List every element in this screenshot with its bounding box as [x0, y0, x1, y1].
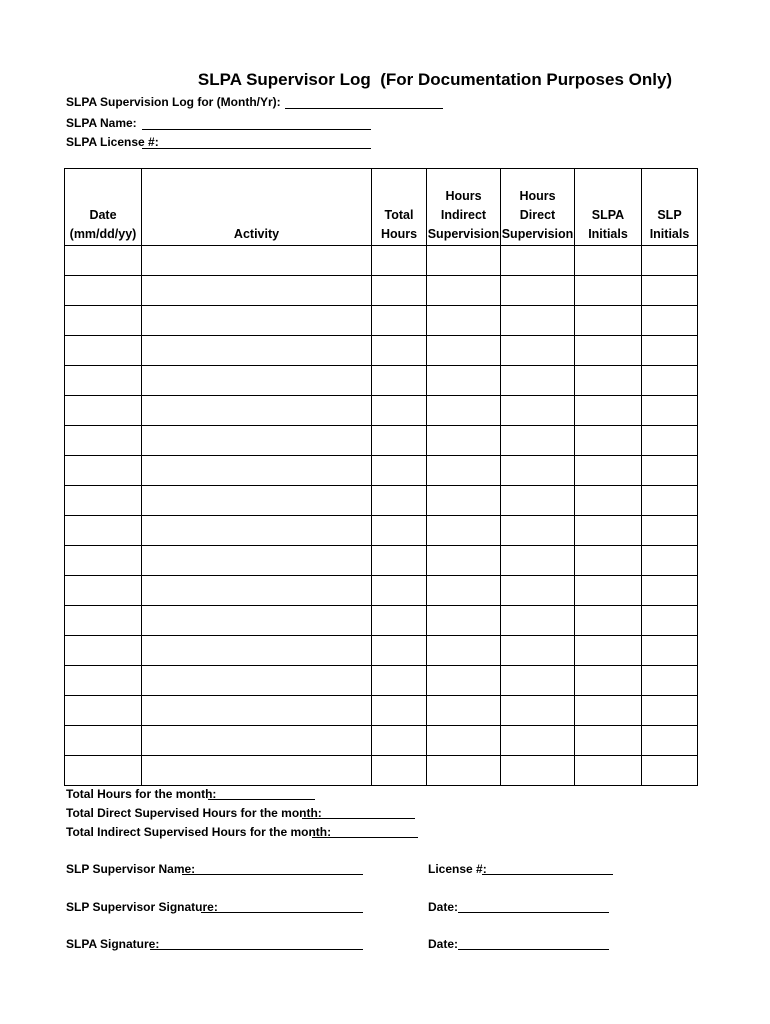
- table-cell[interactable]: [642, 336, 698, 366]
- table-cell[interactable]: [427, 456, 501, 486]
- table-row: [65, 276, 698, 306]
- column-header-line: Hours: [380, 227, 418, 241]
- table-row: [65, 486, 698, 516]
- column-header: [501, 169, 575, 246]
- table-cell[interactable]: [427, 576, 501, 606]
- slpa-signature-field[interactable]: [150, 949, 363, 950]
- table-cell[interactable]: [65, 576, 142, 606]
- table-cell[interactable]: [427, 516, 501, 546]
- indirect-hours-label: Total Indirect Supervised Hours for the month:: [66, 825, 332, 839]
- table-cell[interactable]: [65, 306, 142, 336]
- table-cell[interactable]: [142, 426, 372, 456]
- table-cell[interactable]: [642, 576, 698, 606]
- table-cell[interactable]: [427, 606, 501, 636]
- table-cell[interactable]: [501, 396, 575, 426]
- table-cell[interactable]: [372, 636, 427, 666]
- table-cell[interactable]: [501, 516, 575, 546]
- table-cell[interactable]: [642, 516, 698, 546]
- table-cell[interactable]: [575, 546, 642, 576]
- table-cell[interactable]: [65, 666, 142, 696]
- table-cell[interactable]: [142, 636, 372, 666]
- table-cell[interactable]: [642, 456, 698, 486]
- table-cell[interactable]: [142, 486, 372, 516]
- slpa-name-field[interactable]: [142, 129, 371, 130]
- supervision-log-table: [64, 168, 698, 786]
- table-cell[interactable]: [642, 726, 698, 756]
- table-cell[interactable]: [427, 636, 501, 666]
- slpa-name-label: SLPA Name:: [66, 116, 137, 130]
- table-cell[interactable]: [642, 306, 698, 336]
- column-header: [575, 169, 642, 246]
- table-cell[interactable]: [142, 696, 372, 726]
- table-cell[interactable]: [142, 576, 372, 606]
- table-cell[interactable]: [142, 666, 372, 696]
- table-cell[interactable]: [65, 336, 142, 366]
- table-row: [65, 396, 698, 426]
- table-cell[interactable]: [142, 336, 372, 366]
- date-field-2[interactable]: [458, 949, 609, 950]
- table-cell[interactable]: [501, 456, 575, 486]
- column-header-line: Activity: [233, 227, 280, 241]
- table-header-row: [65, 169, 698, 246]
- table-cell[interactable]: [65, 366, 142, 396]
- table-cell[interactable]: [372, 456, 427, 486]
- table-cell[interactable]: [372, 486, 427, 516]
- table-cell[interactable]: [372, 306, 427, 336]
- table-cell[interactable]: [65, 246, 142, 276]
- table-cell[interactable]: [501, 756, 575, 786]
- table-cell[interactable]: [142, 276, 372, 306]
- table-cell[interactable]: [142, 246, 372, 276]
- table-cell[interactable]: [501, 426, 575, 456]
- column-header: [65, 169, 142, 246]
- license-label: License #:: [428, 862, 487, 876]
- supervisor-name-label: SLP Supervisor Name:: [66, 862, 196, 876]
- total-hours-label: Total Hours for the month:: [66, 787, 217, 801]
- direct-hours-label: Total Direct Supervised Hours for the month:: [66, 806, 322, 820]
- table-row: [65, 576, 698, 606]
- table-cell[interactable]: [642, 486, 698, 516]
- table-cell[interactable]: [575, 516, 642, 546]
- table-row: [65, 756, 698, 786]
- table-cell[interactable]: [65, 546, 142, 576]
- slpa-license-field[interactable]: [142, 148, 371, 149]
- table-cell[interactable]: [575, 426, 642, 456]
- table-cell[interactable]: [427, 696, 501, 726]
- table-cell[interactable]: [575, 726, 642, 756]
- column-header-line: SLP: [657, 208, 682, 222]
- table-cell[interactable]: [501, 366, 575, 396]
- column-header-line: Hours: [519, 189, 556, 203]
- column-header-line: Indirect: [440, 208, 487, 222]
- date-label-1: Date:: [428, 900, 459, 914]
- form-title: SLPA Supervisor Log (For Documentation Purposes Only): [197, 70, 673, 89]
- table-cell[interactable]: [372, 426, 427, 456]
- table-row: [65, 666, 698, 696]
- table-cell[interactable]: [642, 276, 698, 306]
- log-for-label: SLPA Supervision Log for (Month/Yr):: [66, 95, 281, 109]
- column-header-line: Initials: [588, 227, 628, 241]
- column-header-line: Date: [89, 208, 117, 222]
- table-cell[interactable]: [642, 636, 698, 666]
- slpa-license-label: SLPA License #:: [66, 135, 159, 149]
- column-header: [642, 169, 698, 246]
- table-cell[interactable]: [427, 756, 501, 786]
- table-cell[interactable]: [65, 486, 142, 516]
- table-cell[interactable]: [142, 306, 372, 336]
- table-cell[interactable]: [65, 426, 142, 456]
- table-cell[interactable]: [501, 336, 575, 366]
- table-cell[interactable]: [372, 606, 427, 636]
- table-cell[interactable]: [65, 276, 142, 306]
- table-row: [65, 426, 698, 456]
- table-cell[interactable]: [501, 546, 575, 576]
- date-label-2: Date:: [428, 937, 459, 951]
- column-header-line: Direct: [519, 208, 556, 222]
- table-cell[interactable]: [142, 756, 372, 786]
- column-header-line: Supervision: [501, 227, 574, 241]
- table-cell[interactable]: [575, 756, 642, 786]
- table-cell[interactable]: [575, 486, 642, 516]
- table-cell[interactable]: [372, 396, 427, 426]
- table-row: [65, 246, 698, 276]
- supervisor-signature-label: SLP Supervisor Signature:: [66, 900, 218, 914]
- table-cell[interactable]: [427, 306, 501, 336]
- table-cell[interactable]: [427, 246, 501, 276]
- table-cell[interactable]: [372, 576, 427, 606]
- table-cell[interactable]: [501, 246, 575, 276]
- table-cell[interactable]: [575, 306, 642, 336]
- table-cell[interactable]: [65, 726, 142, 756]
- table-cell[interactable]: [372, 756, 427, 786]
- table-cell[interactable]: [642, 546, 698, 576]
- table-cell[interactable]: [372, 696, 427, 726]
- table-cell[interactable]: [501, 726, 575, 756]
- table-row: [65, 516, 698, 546]
- table-cell[interactable]: [427, 396, 501, 426]
- table-cell[interactable]: [65, 756, 142, 786]
- table-cell[interactable]: [65, 636, 142, 666]
- column-header: [142, 169, 372, 246]
- table-cell[interactable]: [642, 246, 698, 276]
- table-cell[interactable]: [372, 726, 427, 756]
- column-header-line: Initials: [649, 227, 690, 241]
- table-cell[interactable]: [427, 666, 501, 696]
- table-cell[interactable]: [142, 516, 372, 546]
- column-header-line: Total: [384, 208, 414, 222]
- table-body: [65, 246, 698, 786]
- indirect-hours-field[interactable]: [312, 837, 418, 838]
- total-hours-field[interactable]: [208, 799, 315, 800]
- table-cell[interactable]: [501, 486, 575, 516]
- table-cell[interactable]: [142, 366, 372, 396]
- table-cell[interactable]: [427, 366, 501, 396]
- table-cell[interactable]: [427, 426, 501, 456]
- table-cell[interactable]: [575, 366, 642, 396]
- table-cell[interactable]: [501, 276, 575, 306]
- table-cell[interactable]: [501, 696, 575, 726]
- table-cell[interactable]: [372, 276, 427, 306]
- table-cell[interactable]: [65, 516, 142, 546]
- table-row: [65, 636, 698, 666]
- table-row: [65, 606, 698, 636]
- table-cell[interactable]: [642, 396, 698, 426]
- table-cell[interactable]: [142, 396, 372, 426]
- table-cell[interactable]: [372, 546, 427, 576]
- table-cell[interactable]: [372, 336, 427, 366]
- column-header-line: Supervision: [427, 227, 500, 241]
- table-cell[interactable]: [501, 636, 575, 666]
- table-cell[interactable]: [575, 576, 642, 606]
- column-header: [372, 169, 427, 246]
- table-row: [65, 546, 698, 576]
- table-cell[interactable]: [501, 306, 575, 336]
- supervisor-signature-field[interactable]: [201, 912, 363, 913]
- table-cell[interactable]: [372, 666, 427, 696]
- direct-hours-field[interactable]: [302, 818, 415, 819]
- table-cell[interactable]: [642, 426, 698, 456]
- column-header-line: SLPA: [591, 208, 625, 222]
- table-cell[interactable]: [575, 276, 642, 306]
- table-cell[interactable]: [427, 546, 501, 576]
- table-cell[interactable]: [142, 546, 372, 576]
- table-cell[interactable]: [642, 366, 698, 396]
- table-cell[interactable]: [427, 276, 501, 306]
- license-field[interactable]: [482, 874, 613, 875]
- column-header-line: (mm/dd/yy): [69, 227, 137, 241]
- table-cell[interactable]: [575, 636, 642, 666]
- table-cell[interactable]: [575, 396, 642, 426]
- supervisor-name-field[interactable]: [182, 874, 363, 875]
- table-cell[interactable]: [575, 696, 642, 726]
- table-row: [65, 366, 698, 396]
- table-cell[interactable]: [427, 486, 501, 516]
- table-cell[interactable]: [142, 456, 372, 486]
- table-cell[interactable]: [575, 246, 642, 276]
- table-cell[interactable]: [501, 666, 575, 696]
- table-cell[interactable]: [142, 606, 372, 636]
- table-cell[interactable]: [501, 576, 575, 606]
- table-cell[interactable]: [427, 336, 501, 366]
- table-cell[interactable]: [372, 516, 427, 546]
- table-cell[interactable]: [575, 456, 642, 486]
- table-cell[interactable]: [575, 336, 642, 366]
- table-row: [65, 336, 698, 366]
- table-row: [65, 726, 698, 756]
- table-cell[interactable]: [427, 726, 501, 756]
- table-cell[interactable]: [65, 396, 142, 426]
- table-cell[interactable]: [642, 696, 698, 726]
- slpa-signature-label: SLPA Signature:: [66, 937, 160, 951]
- table-cell[interactable]: [642, 756, 698, 786]
- date-field-1[interactable]: [458, 912, 609, 913]
- table-cell[interactable]: [65, 606, 142, 636]
- table-row: [65, 306, 698, 336]
- table-cell[interactable]: [65, 696, 142, 726]
- table-cell[interactable]: [142, 726, 372, 756]
- table-cell[interactable]: [372, 366, 427, 396]
- table-cell[interactable]: [642, 666, 698, 696]
- log-for-field[interactable]: [285, 108, 443, 109]
- table-cell[interactable]: [372, 246, 427, 276]
- column-header-line: Hours: [445, 189, 482, 203]
- column-header: [427, 169, 501, 246]
- table-row: [65, 456, 698, 486]
- table-cell[interactable]: [642, 606, 698, 636]
- table-cell[interactable]: [575, 666, 642, 696]
- table-cell[interactable]: [65, 456, 142, 486]
- table-cell[interactable]: [575, 606, 642, 636]
- table-cell[interactable]: [501, 606, 575, 636]
- table-row: [65, 696, 698, 726]
